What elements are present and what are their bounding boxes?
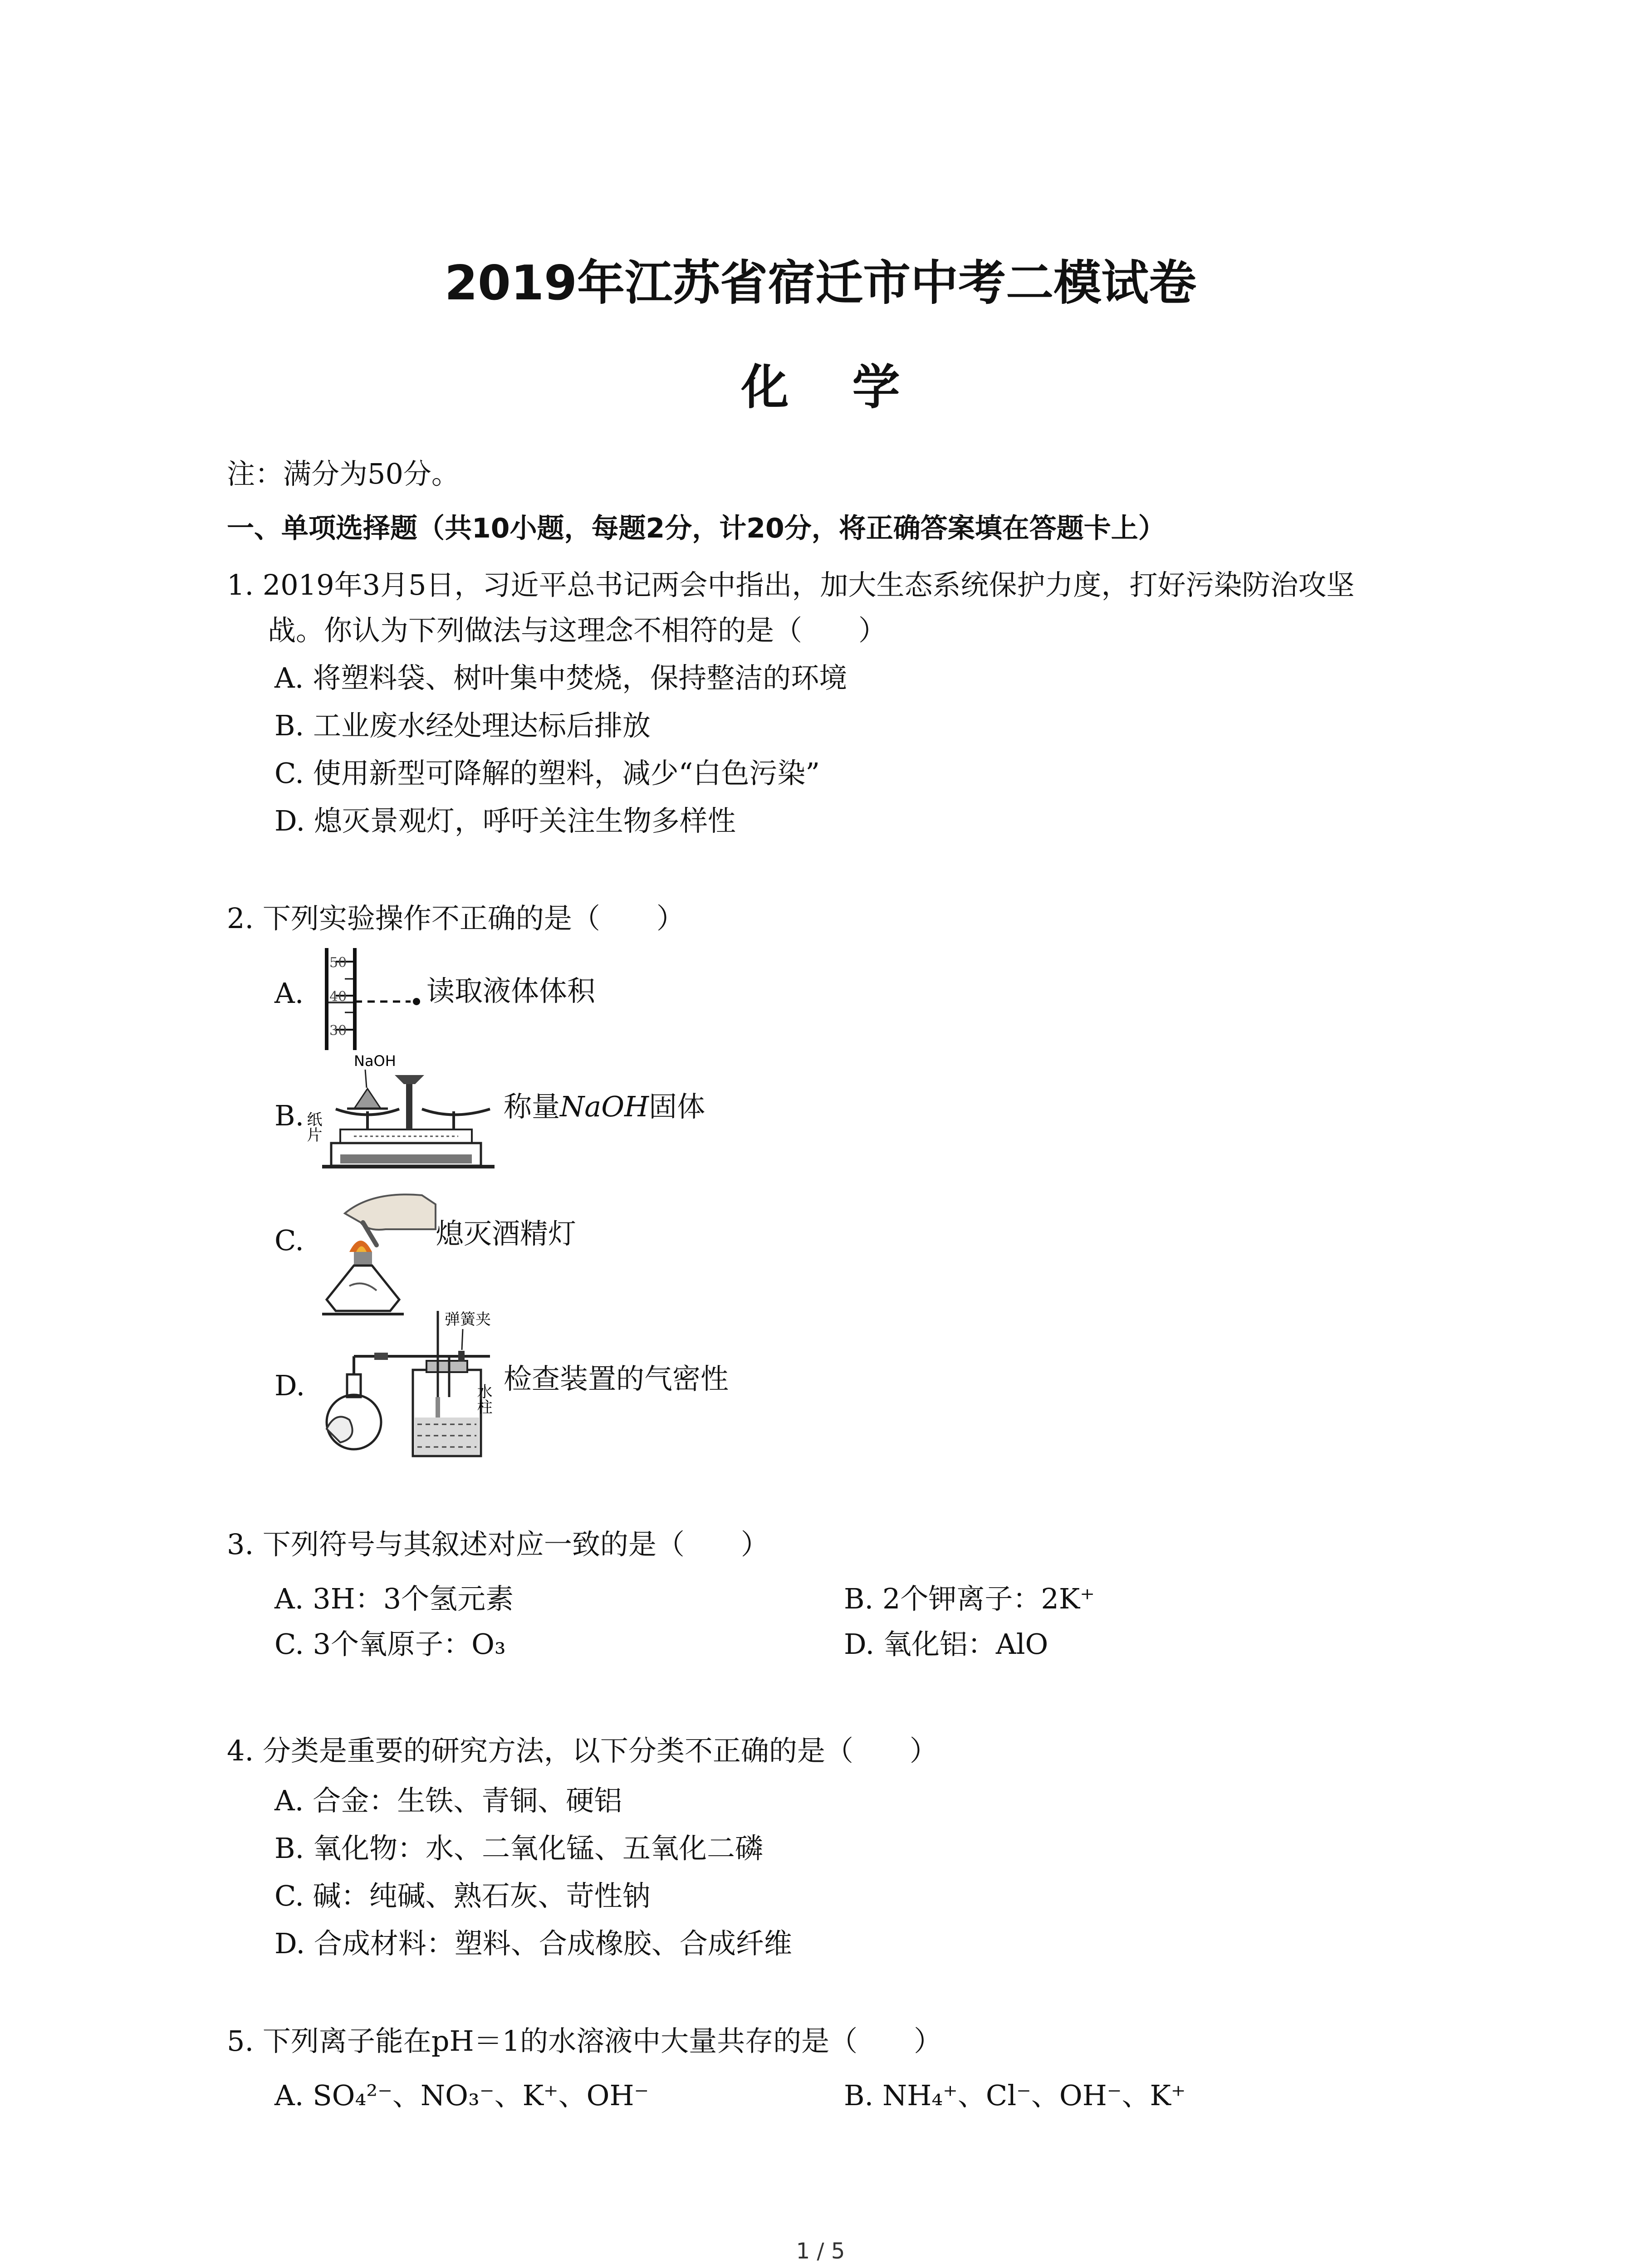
q1-option-c: C. 使用新型可降解的塑料，减少“白色污染” (274, 757, 820, 790)
section-heading: 一、单项选择题（共10小题，每题2分，计20分，将正确答案填在答题卡上） (227, 513, 1166, 544)
q3-stem: 3. 下列符号与其叙述对应一致的是（ ） (227, 1528, 769, 1561)
q1-option-d: D. 熄灭景观灯，呼吁关注生物多样性 (274, 804, 736, 837)
q3-option-d: D. 氧化铝：AlO (844, 1628, 1048, 1661)
spring-clip-label: 弹簧夹 (445, 1310, 491, 1329)
q2-option-c-letter: C. (274, 1224, 304, 1257)
q2-option-d-letter: D. (274, 1369, 305, 1402)
q2-stem: 2. 下列实验操作不正确的是（ ） (227, 902, 685, 935)
q3-option-b: B. 2个钾离子：2K⁺ (844, 1582, 1095, 1615)
q4-option-c: C. 碱：纯碱、熟石灰、苛性钠 (274, 1879, 651, 1912)
q3-option-a: A. 3H：3个氢元素 (274, 1582, 514, 1615)
alcohol-lamp-figure (318, 1186, 445, 1322)
subject-title: 化学 (741, 360, 964, 415)
page-number: 1 / 5 (796, 2239, 845, 2264)
q4-option-b: B. 氧化物：水、二氧化锰、五氧化二磷 (274, 1832, 763, 1865)
q4-stem: 4. 分类是重要的研究方法，以下分类不正确的是（ ） (227, 1734, 938, 1767)
q4-option-d: D. 合成材料：塑料、合成橡胶、合成纤维 (274, 1927, 792, 1960)
naoh-label: NaOH (354, 1052, 396, 1070)
q2-option-a-text: 读取液体体积 (426, 974, 596, 1007)
q5-option-a: A. SO₄²⁻、NO₃⁻、K⁺、OH⁻ (274, 2079, 649, 2112)
water-column-label: 水柱 (474, 1383, 492, 1414)
q5-option-b: B. NH₄⁺、Cl⁻、OH⁻、K⁺ (844, 2079, 1186, 2112)
q2-option-d-text: 检查装置的气密性 (504, 1362, 729, 1395)
q2-option-b-pre: 称量 (504, 1090, 560, 1123)
balance-figure (304, 1048, 504, 1179)
q2-option-a-letter: A. (274, 977, 304, 1010)
cylinder-tick-label: 50 (329, 955, 347, 971)
q1-option-b: B. 工业废水经处理达标后排放 (274, 709, 651, 742)
q2-option-b-text (504, 1089, 705, 1125)
q3-option-c: C. 3个氧原子：O₃ (274, 1628, 506, 1661)
q2-option-c-text: 熄灭酒精灯 (436, 1217, 577, 1250)
graduated-cylinder-figure (318, 943, 426, 1052)
q2-option-b-formula: NaOH (560, 1090, 649, 1123)
q1-stem-line1: 1. 2019年3月5日，习近平总书记两会中指出，加大生态系统保护力度，打好污染防治攻坚 (227, 568, 1355, 601)
q2-option-b-letter: B. (274, 1099, 304, 1132)
q1-option-a: A. 将塑料袋、树叶集中焚烧，保持整洁的环境 (274, 661, 847, 694)
cylinder-tick-label: 30 (329, 1023, 347, 1039)
q1-stem-line2: 战。你认为下列做法与这理念不相符的是（ ） (268, 614, 887, 647)
q2-option-b-post: 固体 (649, 1090, 705, 1123)
q5-stem: 5. 下列离子能在pH＝1的水溶液中大量共存的是（ ） (227, 2024, 942, 2058)
airtightness-apparatus-figure (313, 1306, 504, 1461)
score-note: 注：满分为50分。 (227, 457, 460, 490)
page-title: 2019年江苏省宿迁市中考二模试卷 (444, 255, 1197, 311)
cylinder-tick-label: 40 (329, 989, 347, 1005)
paper-label: 纸片 (304, 1111, 322, 1142)
q4-option-a: A. 合金：生铁、青铜、硬铝 (274, 1784, 622, 1817)
